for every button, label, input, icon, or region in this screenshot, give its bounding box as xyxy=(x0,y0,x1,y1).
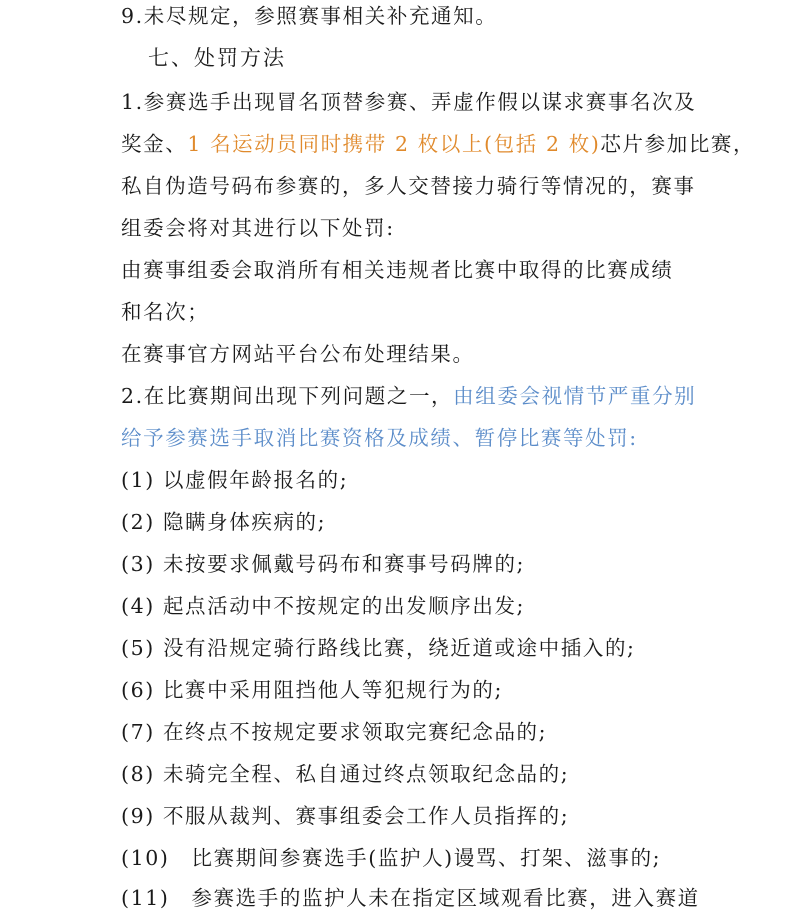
list-item-2: (2) 隐瞒身体疾病的; xyxy=(121,510,327,534)
penalty-1-line-3: 私自伪造号码布参赛的，多人交替接力骑行等情况的，赛事 xyxy=(121,174,696,198)
list-item-10-number: (10) xyxy=(121,846,170,870)
list-item-11-number: (11) xyxy=(121,886,170,910)
list-item-10 xyxy=(121,844,661,872)
list-item-3: (3) 未按要求佩戴号码布和赛事号码牌的; xyxy=(121,552,526,576)
penalty-1-line-4: 组委会将对其进行以下处罚: xyxy=(121,216,395,240)
list-item-6: (6) 比赛中采用阻挡他人等犯规行为的; xyxy=(121,678,503,702)
list-item-1: (1) 以虚假年龄报名的; xyxy=(121,468,349,492)
penalty-2-highlight-a: 由组委会视情节严重分别 xyxy=(453,384,697,408)
rule-9-line: 9.未尽规定，参照赛事相关补充通知。 xyxy=(121,4,498,28)
list-item-7: (7) 在终点不按规定要求领取完赛纪念品的; xyxy=(121,720,548,744)
penalty-1-line-5: 由赛事组委会取消所有相关违规者比赛中取得的比赛成绩 xyxy=(121,258,674,282)
chip-rule-highlight: 1 名运动员同时携带 2 枚以上(包括 2 枚) xyxy=(187,132,601,156)
penalty-1-text-c: 芯片参加比赛， xyxy=(600,132,756,156)
list-item-11 xyxy=(121,884,700,912)
penalty-1-line-7: 在赛事官方网站平台公布处理结果。 xyxy=(121,342,475,366)
penalty-2-text-a: 2.在比赛期间出现下列问题之一， xyxy=(121,384,454,408)
list-item-11-text: 参赛选手的监护人未在指定区域观看比赛，进入赛道 xyxy=(191,886,700,910)
penalty-1-line-2 xyxy=(121,130,755,158)
list-item-8: (8) 未骑完全程、私自通过终点领取纪念品的; xyxy=(121,762,570,786)
list-item-5: (5) 没有沿规定骑行路线比赛，绕近道或途中插入的; xyxy=(121,636,636,660)
list-item-4: (4) 起点活动中不按规定的出发顺序出发; xyxy=(121,594,526,618)
section-heading: 七、处罚方法 xyxy=(148,46,286,70)
penalty-1-line-1: 1.参赛选手出现冒名顶替参赛、弄虚作假以谋求赛事名次及 xyxy=(121,90,697,114)
penalty-1-text-a: 奖金、 xyxy=(121,132,188,156)
list-item-10-text: 比赛期间参赛选手(监护人)谩骂、打架、滋事的; xyxy=(191,846,662,870)
penalty-1-line-6: 和名次； xyxy=(121,300,210,324)
penalty-2-line-1 xyxy=(121,382,696,410)
penalty-2-highlight-b: 给予参赛选手取消比赛资格及成绩、暂停比赛等处罚: xyxy=(121,426,638,450)
list-item-9: (9) 不服从裁判、赛事组委会工作人员指挥的; xyxy=(121,804,570,828)
